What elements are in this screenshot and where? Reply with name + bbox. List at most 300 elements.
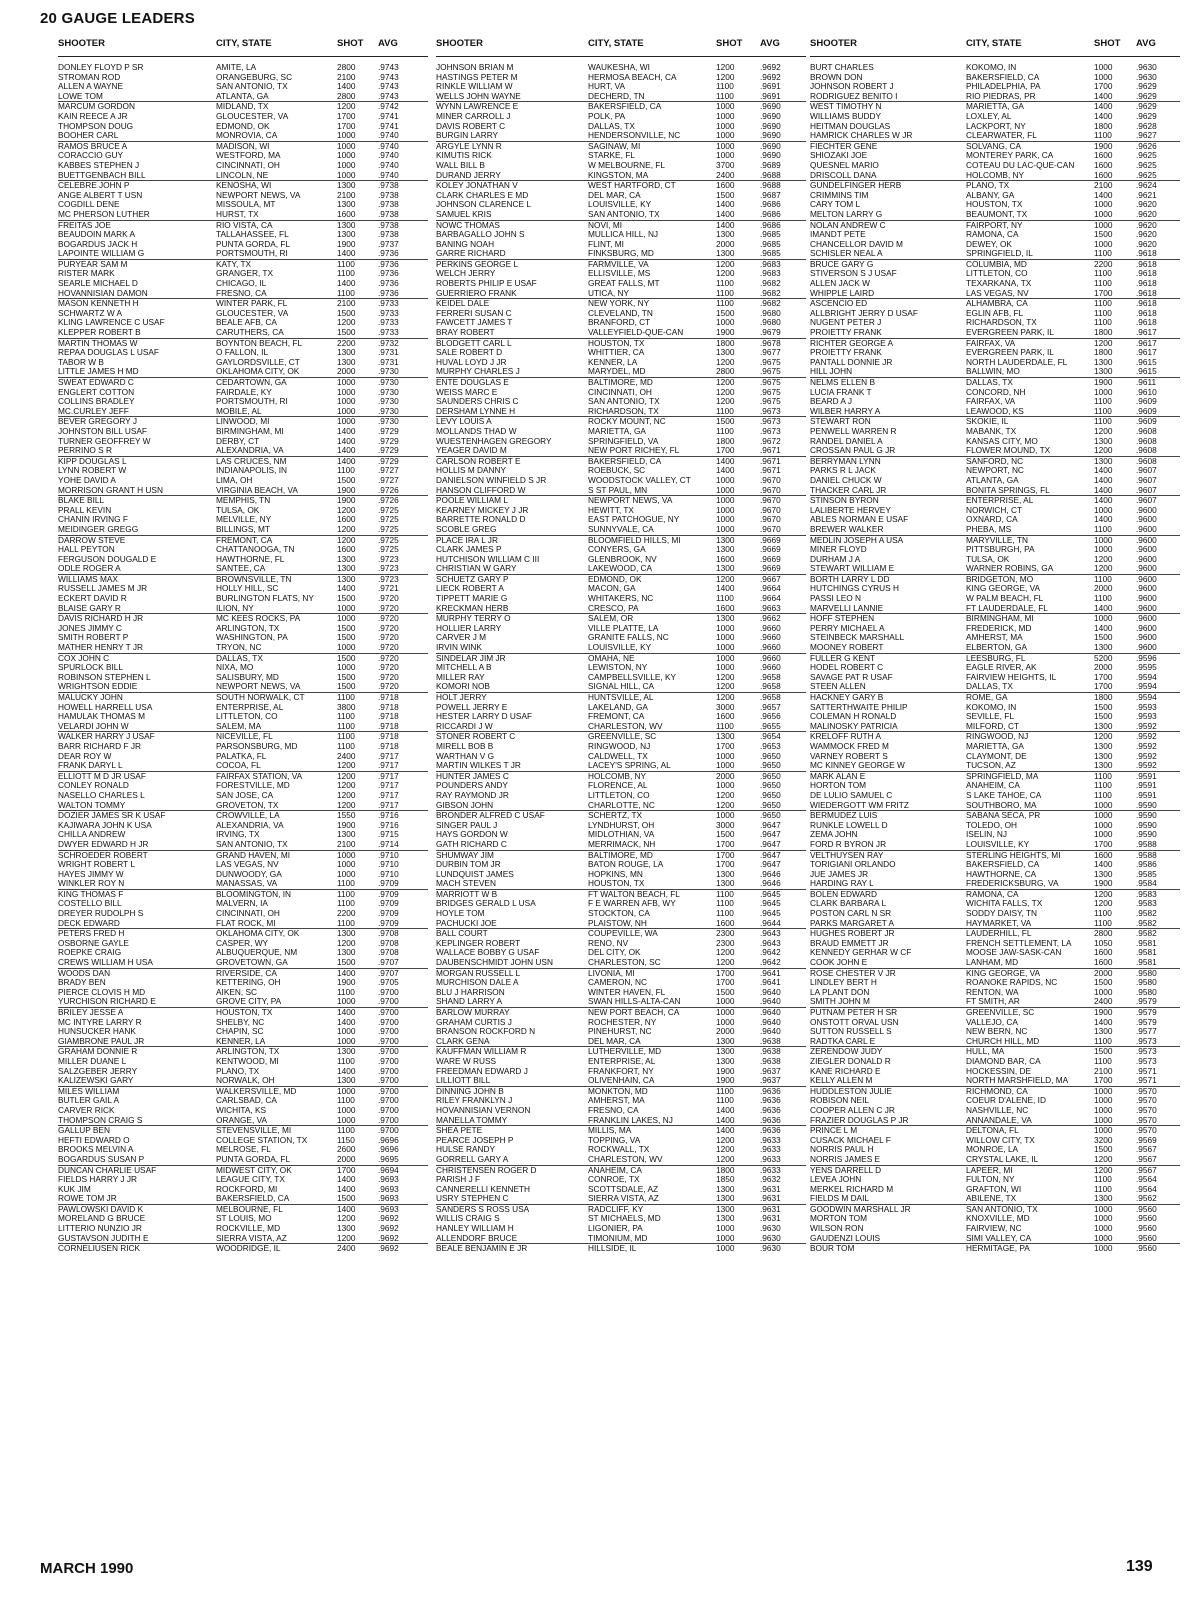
shooter-name: HULSE RANDY	[436, 1145, 496, 1155]
average: .9600	[1136, 564, 1157, 574]
shooter-name: WARE W RUSS	[436, 1056, 497, 1066]
table-row	[436, 141, 806, 152]
city-state: ILION, NY	[216, 603, 254, 613]
shooter-name: KAUFFMAN WILLIAM R	[436, 1047, 527, 1057]
shooter-name: HEITMAN DOUGLAS	[810, 121, 891, 131]
table-row	[436, 997, 806, 1007]
average: .9743	[378, 72, 399, 82]
shooter-name: IMANDT PETE	[810, 230, 866, 240]
average: .9670	[760, 475, 781, 485]
city-state: FRANKFORT, NY	[588, 1066, 654, 1076]
shot-count: 1000	[1094, 209, 1113, 219]
table-row	[810, 318, 1180, 328]
city-state: ST MICHAELS, MD	[588, 1214, 661, 1224]
shot-count: 2000	[337, 1154, 356, 1164]
average: .9669	[760, 564, 781, 574]
shooter-name: BOOHER CARL	[58, 131, 119, 141]
table-row	[436, 1067, 806, 1077]
shooter-name: FIELDS M DAIL	[810, 1194, 870, 1204]
shooter-name: SINDELAR JIM JR	[436, 653, 506, 663]
average: .9658	[760, 672, 781, 682]
shooter-name: SALZGEBER JERRY	[58, 1066, 138, 1076]
table-row	[58, 653, 428, 664]
shooter-name: SCOBLE GREG	[436, 524, 497, 534]
average: .9627	[1136, 131, 1157, 141]
table-row	[436, 703, 806, 713]
table-row	[810, 722, 1180, 732]
shooter-name: HUGHES ROBERT JR	[810, 929, 895, 939]
shooter-name: WRIGHTSON EDDIE	[58, 682, 138, 692]
average: .9723	[378, 554, 399, 564]
city-state: PUNTA GORDA, FL	[216, 1154, 291, 1164]
average: .9725	[378, 535, 399, 545]
shooter-name: BOGARDUS SUSAN P	[58, 1154, 145, 1164]
city-state: CHARLOTTE, NC	[588, 800, 655, 810]
city-state: ELLISVILLE, MS	[588, 269, 651, 279]
average: .9732	[378, 338, 399, 348]
table-row	[810, 584, 1180, 594]
header-avg: AVG	[760, 38, 780, 49]
shooter-name: COLLINS BRADLEY	[58, 397, 135, 407]
city-state: MARIETTA, GA	[966, 741, 1024, 751]
shooter-name: USRY STEPHEN C	[436, 1194, 509, 1204]
average: .9673	[760, 417, 781, 427]
city-state: LACEY'S SPRING, AL	[588, 761, 671, 771]
shot-count: 1200	[716, 1154, 735, 1164]
average: .9705	[378, 978, 399, 988]
shooter-name: RUNKLE LOWELL D	[810, 820, 888, 830]
shot-count: 1100	[716, 1086, 734, 1096]
city-state: FT LAUDERDALE, FL	[966, 603, 1048, 613]
table-row	[436, 506, 806, 516]
table-row	[436, 840, 806, 850]
shot-count: 2100	[1094, 181, 1113, 191]
shooter-name: STINSON BYRON	[810, 496, 879, 506]
shooter-name: LEVY LOUIS A	[436, 417, 492, 427]
shooter-name: COLEMAN H RONALD	[810, 712, 897, 722]
average: .9723	[378, 574, 399, 584]
city-state: FRENCH SETTLEMENT, LA	[966, 938, 1072, 948]
shooter-name: COX JOHN C	[58, 653, 110, 663]
table-row	[58, 928, 428, 939]
city-state: GRANGER, TX	[216, 269, 274, 279]
shooter-name: DAVIS ROBERT C	[436, 121, 506, 131]
table-row	[58, 879, 428, 889]
city-state: SIERRA VISTA, AZ	[588, 1194, 659, 1204]
average: .9592	[1136, 721, 1157, 731]
city-state: SIMI VALLEY, CA	[966, 1233, 1032, 1243]
header-shot: SHOT	[1094, 38, 1121, 49]
table-row	[810, 1214, 1180, 1224]
table-row	[58, 358, 428, 368]
shot-count: 1900	[1094, 378, 1113, 387]
average: .9717	[378, 751, 399, 761]
shot-count: 1300	[1094, 1027, 1113, 1037]
average: .9620	[1136, 230, 1157, 240]
shot-count: 2400	[337, 751, 356, 761]
shooter-name: CANNERELLI KENNETH	[436, 1184, 531, 1194]
shooter-name: GIAMBRONE PAUL JR	[58, 1036, 145, 1046]
city-state: CHARLESTON, WV	[588, 721, 663, 731]
table-row	[58, 427, 428, 437]
shooter-name: RAY RAYMOND JR	[436, 790, 509, 800]
shot-count: 1100	[716, 279, 734, 289]
table-row	[58, 240, 428, 250]
header-shooter: SHOOTER	[810, 38, 857, 49]
city-state: OKLAHOMA CITY, OK	[216, 929, 300, 939]
shooter-name: GATH RICHARD C	[436, 839, 507, 849]
city-state: FREDERICKSBURG, VA	[966, 879, 1059, 889]
table-row	[58, 673, 428, 683]
city-state: RAMONA, CA	[966, 889, 1019, 899]
city-state: MIDWEST CITY, OK	[216, 1165, 292, 1175]
shooter-name: HAYS GORDON W	[436, 830, 508, 840]
shooter-name: LIECK ROBERT A	[436, 584, 504, 594]
shooter-name: POUNDERS ANDY	[436, 781, 508, 791]
table-row	[810, 682, 1180, 692]
table-row	[810, 1234, 1180, 1244]
shot-count: 3000	[716, 702, 735, 712]
average: .9610	[1136, 387, 1157, 397]
shot-count: 1200	[337, 318, 356, 328]
shooter-name: BRONDER ALFRED C USAF	[436, 811, 545, 821]
city-state: ANNANDALE, VA	[966, 1115, 1032, 1125]
city-state: MILLIS, MA	[588, 1126, 632, 1136]
city-state: BRANFORD, CT	[588, 318, 651, 328]
average: .9570	[1136, 1086, 1157, 1096]
shot-count: 1200	[337, 1214, 356, 1224]
table-row	[58, 486, 428, 496]
average: .9680	[760, 308, 781, 318]
city-state: CINCINNATI, OH	[216, 160, 280, 170]
average: .9600	[1136, 574, 1157, 584]
shooter-name: BLODGETT CARL L	[436, 338, 512, 348]
table-row	[810, 141, 1180, 152]
shooter-name: PEARCE JOSEPH P	[436, 1135, 514, 1145]
shooter-name: BLU J HARRISON	[436, 987, 505, 997]
table-row	[810, 1018, 1180, 1028]
city-state: WALKERSVILLE, MD	[216, 1086, 297, 1096]
city-state: BLOOMFIELD HILLS, MI	[588, 535, 681, 545]
shot-count: 1700	[1094, 82, 1113, 92]
average: .9730	[378, 367, 399, 377]
shooter-name: HESTER LARRY D USAF	[436, 712, 533, 722]
table-row	[58, 506, 428, 516]
shot-count: 1200	[1094, 446, 1113, 456]
average: .9660	[760, 643, 781, 653]
average: .9731	[378, 348, 399, 358]
average: .9685	[760, 230, 781, 240]
shot-count: 1700	[1094, 839, 1113, 849]
table-row	[436, 191, 806, 201]
table-row	[58, 220, 428, 231]
shooter-name: PUTNAM PETER H SR	[810, 1008, 898, 1017]
table-row	[58, 161, 428, 171]
shot-count: 2200	[337, 909, 356, 919]
shooter-name: SPURLOCK BILL	[58, 663, 124, 673]
average: .9709	[378, 889, 399, 899]
shot-count: 1700	[337, 111, 356, 121]
average: .9640	[760, 997, 781, 1007]
table-row	[810, 279, 1180, 289]
shot-count: 1000	[716, 102, 735, 112]
shot-count: 1300	[337, 1076, 356, 1086]
shooter-name: HOLT JERRY	[436, 693, 487, 702]
city-state: HERMOSA BEACH, CA	[588, 72, 677, 82]
average: .9708	[378, 948, 399, 958]
table-row	[58, 791, 428, 801]
shooter-name: FREEDMAN EDWARD J	[436, 1066, 528, 1076]
shot-count: 1400	[337, 279, 356, 289]
shot-count: 1200	[337, 790, 356, 800]
city-state: ROCKY MOUNT, NC	[588, 417, 666, 427]
table-row	[810, 131, 1180, 141]
city-state: BAKERSFIELD, CA	[966, 860, 1040, 870]
shooter-name: HALL PEYTON	[58, 545, 115, 555]
shooter-name: DARROW STEVE	[58, 535, 126, 545]
city-state: ENTERPRISE, AL	[966, 496, 1034, 506]
average: .9617	[1136, 328, 1157, 338]
city-state: TUCSON, AZ	[966, 761, 1016, 771]
city-state: SPRINGFIELD, MA	[966, 771, 1039, 781]
shot-count: 1200	[1094, 889, 1113, 899]
shot-count: 1000	[1094, 614, 1113, 624]
shooter-name: LA PLANT DON	[810, 987, 870, 997]
shot-count: 1000	[337, 397, 356, 407]
table-row	[436, 810, 806, 821]
city-state: HUNTSVILLE, AL	[588, 693, 654, 702]
average: .9730	[378, 397, 399, 407]
city-state: FARMVILLE, VA	[588, 259, 649, 269]
city-state: GROVE CITY, PA	[216, 997, 282, 1007]
shot-count: 1200	[716, 574, 735, 584]
shot-count: 2600	[337, 1145, 356, 1155]
shot-count: 1900	[1094, 141, 1113, 151]
city-state: LOXLEY, AL	[966, 111, 1012, 121]
shot-count: 2800	[337, 91, 356, 101]
shooter-name: ODLE ROGER A	[58, 564, 121, 574]
table-row	[436, 416, 806, 427]
shooter-name: NASELLO CHARLES L	[58, 790, 145, 800]
city-state: FLOWER MOUND, TX	[966, 446, 1051, 456]
city-state: SOLVANG, CA	[966, 141, 1022, 151]
shooter-name: KIMUTIS RICK	[436, 151, 492, 161]
average: .9693	[378, 1175, 399, 1185]
shooter-name: CLARK BARBARA L	[810, 899, 887, 909]
city-state: BOYNTON BEACH, FL	[216, 338, 303, 348]
leaders-column-2	[436, 38, 806, 1254]
average: .9678	[760, 338, 781, 348]
shooter-name: SHIOZAKI JOE	[810, 151, 868, 161]
city-state: PLANO, TX	[216, 1066, 260, 1076]
table-row	[436, 1046, 806, 1057]
table-row	[436, 240, 806, 250]
average: .9709	[378, 918, 399, 928]
shot-count: 1200	[1094, 564, 1113, 574]
city-state: FAIRFAX, VA	[966, 338, 1016, 348]
table-row	[436, 1106, 806, 1116]
average: .9679	[760, 328, 781, 338]
average: .9675	[760, 357, 781, 367]
shooter-name: KRELOFF RUTH A	[810, 732, 881, 742]
table-row	[58, 1125, 428, 1136]
shot-count: 1000	[337, 1115, 356, 1125]
table-row	[436, 82, 806, 92]
city-state: MABANK, TX	[966, 426, 1017, 436]
shooter-name: BLAISE GARY R	[58, 603, 121, 613]
city-state: HOLCOMB, NY	[588, 771, 647, 781]
average: .9560	[1136, 1233, 1157, 1243]
city-state: ALBUQUERQUE, NM	[216, 948, 298, 958]
shot-count: 1500	[716, 830, 735, 840]
city-state: INDIANAPOLIS, IN	[216, 466, 288, 476]
shooter-name: ARGYLE LYNN R	[436, 141, 502, 151]
shot-count: 1000	[337, 1027, 356, 1037]
shooter-name: IRVIN WINK	[436, 643, 482, 653]
table-row	[58, 1165, 428, 1176]
average: .9692	[378, 1224, 399, 1234]
table-row	[58, 1214, 428, 1224]
shooter-name: JOHNSON CLARENCE L	[436, 200, 531, 210]
city-state: NORWALK, OH	[216, 1076, 275, 1086]
shot-count: 1100	[716, 909, 734, 919]
shot-count: 1100	[337, 918, 355, 928]
table-row	[58, 584, 428, 594]
shot-count: 1000	[716, 515, 735, 525]
average: .9718	[378, 702, 399, 712]
city-state: ROEBUCK, SC	[588, 466, 646, 476]
shooter-name: HUNSUCKER HANK	[58, 1027, 136, 1037]
average: .9727	[378, 466, 399, 476]
table-row	[810, 259, 1180, 270]
shooter-name: PLACE IRA L JR	[436, 535, 498, 545]
city-state: HURT, VA	[588, 82, 626, 92]
shot-count: 3200	[1094, 1135, 1113, 1145]
city-state: ALEXANDRIA, VA	[216, 446, 284, 456]
table-row	[436, 791, 806, 801]
shot-count: 1000	[337, 850, 356, 860]
city-state: LOUISVILLE, KY	[966, 839, 1030, 849]
shot-count: 1700	[716, 968, 735, 978]
shot-count: 1000	[1094, 72, 1113, 82]
average: .9738	[378, 181, 399, 191]
shooter-name: MELTON LARRY G	[810, 209, 883, 219]
shot-count: 1000	[716, 751, 735, 761]
average: .9593	[1136, 712, 1157, 722]
table-row	[436, 673, 806, 683]
table-row	[436, 427, 806, 437]
shooter-name: KUK JIM	[58, 1184, 91, 1194]
average: .9720	[378, 682, 399, 692]
city-state: IRVING, TX	[216, 830, 260, 840]
shooter-name: MORELAND G BRUCE	[58, 1214, 146, 1224]
shot-count: 1000	[716, 496, 735, 506]
city-state: SAN ANTONIO, TX	[588, 397, 660, 407]
table-row	[58, 692, 428, 703]
table-row	[58, 515, 428, 525]
average: .9625	[1136, 160, 1157, 170]
shot-count: 1000	[337, 643, 356, 653]
table-row	[436, 948, 806, 958]
shooter-name: WYNN LAWRENCE E	[436, 102, 519, 112]
shot-count: 1100	[716, 91, 734, 101]
shot-count: 1500	[337, 682, 356, 692]
table-row	[810, 928, 1180, 939]
table-row	[58, 476, 428, 486]
shot-count: 1400	[716, 466, 735, 476]
shot-count: 1600	[337, 545, 356, 555]
leaders-table-body	[436, 56, 806, 1254]
table-row	[58, 249, 428, 259]
city-state: STARKE, FL	[588, 151, 635, 161]
shooter-name: ZERENDOW JUDY	[810, 1047, 883, 1057]
city-state: PLAISTOW, NH	[588, 918, 647, 928]
shot-count: 1100	[337, 269, 355, 279]
shooter-name: LALIBERTE HERVEY	[810, 505, 891, 515]
shooter-name: CREWS WILLIAM H USA	[58, 958, 153, 968]
shot-count: 1500	[337, 653, 356, 663]
average: .9671	[760, 456, 781, 466]
average: .9710	[378, 850, 399, 860]
city-state: VALLEYFIELD-QUE-CAN	[588, 328, 684, 338]
shot-count: 1500	[716, 417, 735, 427]
table-row	[58, 663, 428, 673]
shooter-name: CUSACK MICHAEL F	[810, 1135, 891, 1145]
shooter-name: ROEPKE CRAIG	[58, 948, 122, 958]
shot-count: 1100	[1094, 771, 1112, 781]
table-row	[436, 988, 806, 998]
shot-count: 1300	[1094, 456, 1113, 466]
table-row	[436, 131, 806, 141]
shooter-name: MARTIN THOMAS W	[58, 338, 138, 348]
average: .9690	[760, 141, 781, 151]
average: .9626	[1136, 141, 1157, 151]
average: .9700	[378, 1027, 399, 1037]
city-state: WINTER PARK, FL	[216, 299, 288, 309]
shooter-name: SALE ROBERT D	[436, 348, 503, 358]
average: .9630	[1136, 72, 1157, 82]
table-row	[810, 191, 1180, 201]
city-state: EAST PATCHOGUE, NY	[588, 515, 680, 525]
table-row	[436, 712, 806, 722]
shot-count: 1000	[716, 318, 735, 328]
page-number: 139	[1126, 1558, 1153, 1575]
table-row	[810, 997, 1180, 1007]
average: .9630	[760, 1233, 781, 1243]
table-row	[58, 988, 428, 998]
shooter-name: MILLER DUANE L	[58, 1056, 127, 1066]
average: .9729	[378, 436, 399, 446]
table-row	[810, 210, 1180, 220]
city-state: CLEVELAND, TN	[588, 308, 653, 318]
table-row	[810, 988, 1180, 998]
average: .9586	[1136, 860, 1157, 870]
shooter-name: SCHROEDER ROBERT	[58, 850, 148, 860]
table-row	[810, 298, 1180, 309]
city-state: ROCKWALL, TX	[588, 1145, 650, 1155]
shooter-name: FULLER G KENT	[810, 653, 876, 663]
table-row	[436, 584, 806, 594]
shooter-name: GRAHAM DONNIE R	[58, 1047, 138, 1057]
shot-count: 1000	[716, 811, 735, 821]
average: .9742	[378, 102, 399, 112]
table-row	[436, 731, 806, 742]
table-row	[436, 663, 806, 673]
city-state: SAN ANTONIO, TX	[216, 82, 288, 92]
shot-count: 1900	[1094, 1008, 1113, 1017]
average: .9710	[378, 860, 399, 870]
shooter-name: HOVANNISIAN DAMON	[58, 288, 148, 298]
